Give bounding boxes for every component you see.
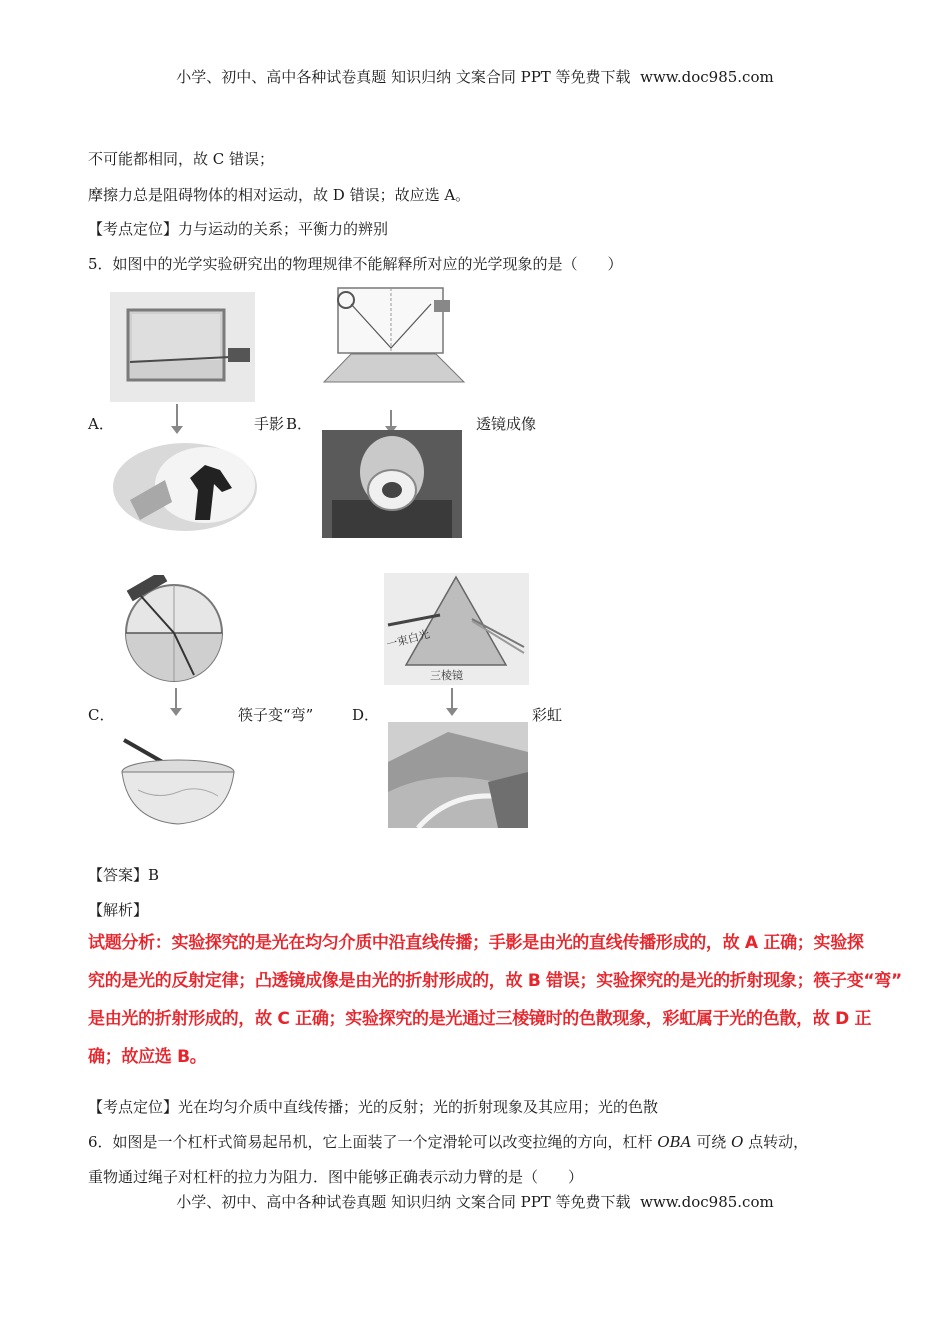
page-header [0, 66, 950, 87]
lever-name: OBA [657, 1133, 692, 1151]
header-text: 小学、初中、高中各种试卷真题 知识归纳 文案合同 PPT 等免费下载 [176, 68, 631, 86]
arrow-c-shaft [175, 688, 177, 710]
figure-a-experiment [110, 292, 255, 402]
footer-text: 小学、初中、高中各种试卷真题 知识归纳 文案合同 PPT 等免费下载 [176, 1193, 631, 1211]
header-url[interactable]: www.doc985.com [640, 68, 774, 86]
analysis-line-2: 究的是光的反射定律；凸透镜成像是由光的折射形成的，故 B 错误；实验探究的是光的折射现象；筷子变“弯” [88, 971, 902, 991]
figure-c-chopsticks-bowl [118, 730, 238, 828]
footer-url[interactable]: www.doc985.com [640, 1193, 774, 1211]
prev-solution-line-2: 摩擦力总是阻碍物体的相对运动，故 D 错误；故应选 A。 [88, 186, 471, 204]
option-b-letter: B． [286, 415, 313, 433]
prev-kaodian: 【考点定位】力与运动的关系；平衡力的辨别 [88, 220, 389, 238]
figure-d-prism-experiment [384, 573, 529, 685]
prev-solution-line-1: 不可能都相同，故 C 错误； [88, 150, 275, 168]
question6-stem-line-2: 重物通过绳子对杠杆的拉力为阻力．图中能够正确表示动力臂的是（ ） [88, 1168, 584, 1186]
option-c-letter: C． [88, 706, 115, 724]
prism-light-label: 一束白光 [385, 627, 432, 652]
q5-kaodian: 【考点定位】光在均匀介质中直线传播；光的反射；光的折射现象及其应用；光的色散 [88, 1098, 659, 1116]
option-a-phenomenon: 手影 [254, 415, 285, 433]
question6-stem-part-3: 点转动， [748, 1133, 809, 1151]
option-d-letter: D． [352, 706, 380, 724]
option-a-letter: A． [88, 415, 114, 433]
figure-c-experiment [112, 575, 237, 685]
analysis-line-1: 试题分析：实验探究的是光在均匀介质中沿直线传播；手影是由光的直线传播形成的，故 A 正确；实验探 [88, 933, 864, 953]
answer: 【答案】B [88, 866, 160, 884]
pivot-point-name: O [731, 1133, 744, 1151]
figure-d-rainbow [388, 722, 528, 828]
question6-stem-part-2: 可绕 [696, 1133, 727, 1151]
figure-a-hand-shadow [110, 440, 260, 535]
option-c-phenomenon: 筷子变“弯” [238, 706, 314, 724]
option-d-phenomenon: 彩虹 [532, 706, 563, 724]
option-b-phenomenon: 透镜成像 [476, 415, 537, 433]
prism-label: 三棱镜 [430, 669, 463, 682]
page-footer [0, 1191, 950, 1212]
question6-stem-line-1 [88, 1131, 808, 1152]
figure-b-experiment [316, 282, 466, 410]
analysis-line-3: 是由光的折射形成的，故 C 正确；实验探究的是光通过三棱镜时的色散现象，彩虹属于光的色散，故 D 正 [88, 1009, 872, 1029]
figure-b-lens-image [322, 430, 462, 538]
arrow-a-shaft [176, 404, 178, 426]
analysis-title: 【解析】 [88, 901, 149, 919]
arrow-a-head [171, 426, 183, 434]
arrow-d-shaft [451, 688, 453, 710]
question6-stem-part-1: 6．如图是一个杠杆式简易起吊机，它上面装了一个定滑轮可以改变拉绳的方向，杠杆 [88, 1133, 653, 1151]
arrow-d-head [446, 708, 458, 716]
analysis-line-4: 确；故应选 B。 [88, 1047, 207, 1067]
question5-stem: 5．如图中的光学实验研究出的物理规律不能解释所对应的光学现象的是（ ） [88, 255, 623, 273]
arrow-c-head [170, 708, 182, 716]
